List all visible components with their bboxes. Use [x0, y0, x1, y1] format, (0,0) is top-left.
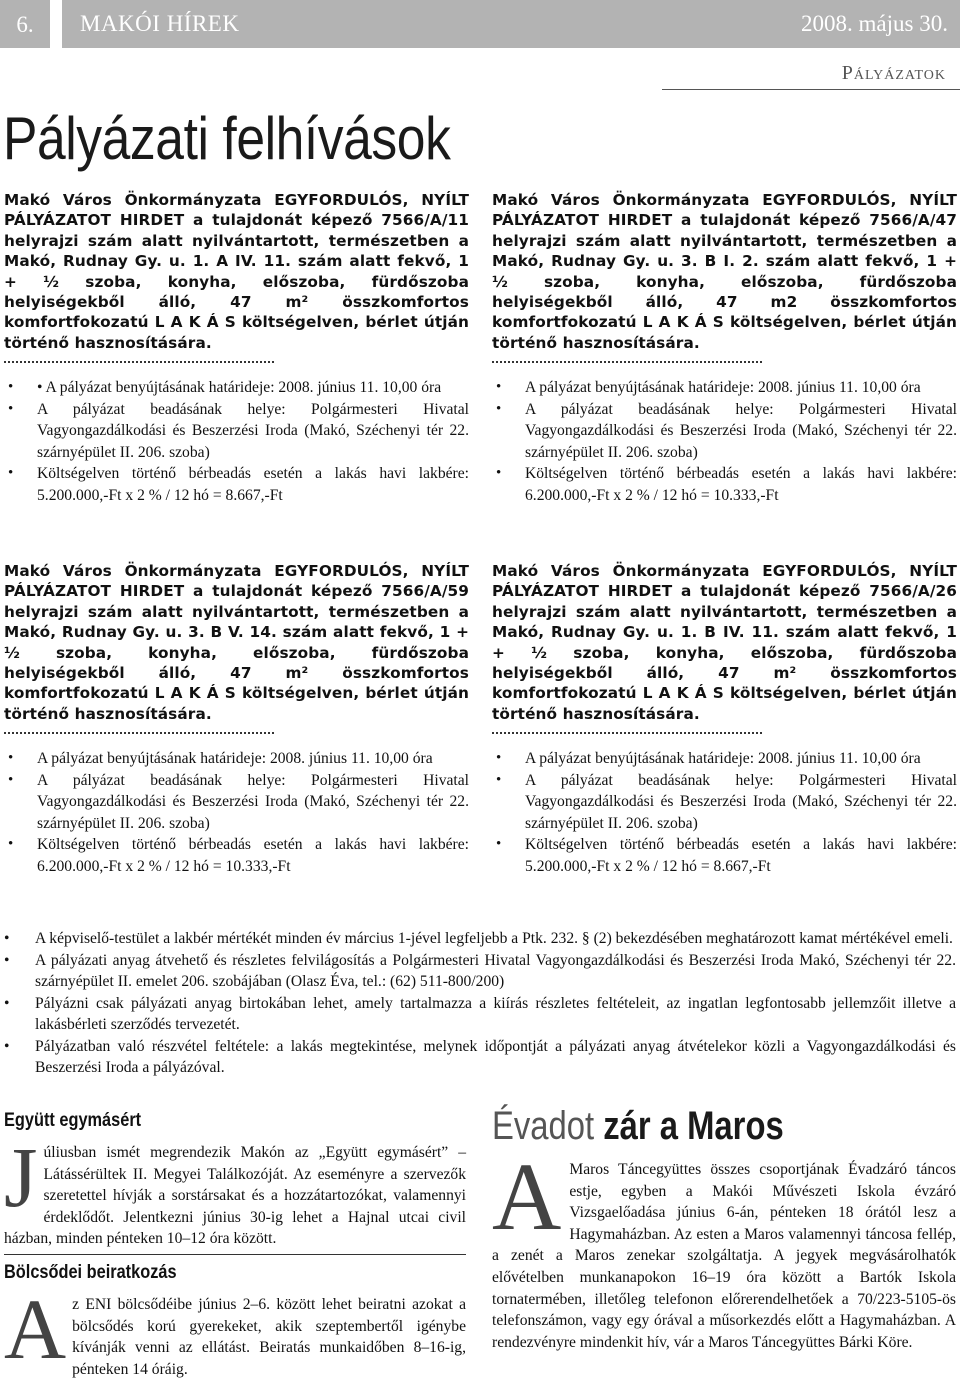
dotted-divider	[4, 732, 274, 734]
article-body	[4, 1281, 466, 1380]
publication-name: MAKÓI HÍREK	[80, 11, 240, 36]
location-item: • A pályázat beadásának helye: Polgármesteri Hivatal Vagyongazdálkodási és Beszerzési Iroda (Makó, Széchenyi tér 22. szárnyépület II. 206. szoba)	[4, 399, 469, 464]
article-title: Bölcsődei beiratkozás	[4, 1262, 177, 1283]
note-item: • A képviselő-testület a lakbér mértékét minden év március 1-jével legfeljebb a Ptk. 232. § (2) bekezdésében meghatározott kamat mértékével emeli.	[4, 928, 956, 950]
location-item: • A pályázat beadásának helye: Polgármesteri Hivatal Vagyongazdálkodási és Beszerzési Iroda (Makó, Széchenyi tér 22. szárnyépület II. 206. szoba)	[4, 770, 469, 835]
note-item: • Pályázatban való részvétel feltétele: a lakás megtekintése, melynek időpontját a pályázati anyag átvételekor közli a Vagyongazdálkodási és Beszerzési Iroda a pályázóval.	[4, 1036, 956, 1079]
notice-lead: Makó Város Önkormányzata EGYFORDULÓS, NYÍLT PÁLYÁZATOT HIRDET a tulajdonát képező 7566/A/59 helyrajzi szám alatt nyilvántartott, természetben a Makó, Rudnay Gy. u. 3. B V. 14. szám alatt fekvő, 1 + ½ szoba, konyha, előszoba, fürdőszoba helyiségekből álló, 47 m² összkomfortos komfortfokozatú L A K Á S költségelven, bérlet útján történő hasznosítására.	[4, 562, 469, 723]
page-header	[0, 0, 960, 48]
drop-cap: A	[492, 1143, 562, 1250]
article-title: Együtt egymásért	[4, 1110, 142, 1131]
deadline-item: • A pályázat benyújtásának határideje: 2008. június 11. 10,00 óra	[492, 377, 957, 399]
general-notes	[4, 928, 956, 1079]
rent-item: • Költségelven történő bérbeadás esetén a lakás havi lakbére: 5.200.000,-Ft x 2 % / 12 hó = 8.667,-Ft	[4, 463, 469, 506]
notice-details	[492, 748, 957, 877]
dotted-divider	[492, 361, 762, 363]
page-number: 6.	[0, 0, 50, 48]
section-rule	[662, 89, 960, 90]
rent-item: • Költségelven történő bérbeadás esetén a lakás havi lakbére: 6.200.000,-Ft x 2 % / 12 hó = 10.333,-Ft	[4, 834, 469, 877]
deadline-item: • A pályázat benyújtásának határideje: 2008. június 11. 10,00 óra	[492, 748, 957, 770]
article-body	[4, 1129, 466, 1250]
drop-cap: J	[4, 1129, 38, 1225]
article-body	[492, 1143, 956, 1353]
dotted-divider	[492, 732, 762, 734]
page-title: Pályázati felhívások	[3, 105, 451, 172]
article-together	[4, 1110, 466, 1255]
article-title-part1: Évadot	[492, 1104, 595, 1148]
notice-details	[4, 377, 469, 506]
notice-lead: Makó Város Önkormányzata EGYFORDULÓS, NYÍLT PÁLYÁZATOT HIRDET a tulajdonát képező 7566/A/26 helyrajzi szám alatt nyilvántartott, természetben a Makó, Rudnay Gy. u. 1. B IV. 11. szám alatt fekvő, 1 + ½ szoba, konyha, előszoba, fürdőszoba helyiségekből álló, 47 m² összkomfortos komfortfokozatú L A K Á S költségelven, bérlet útján történő hasznosítására.	[492, 562, 957, 723]
notice-block	[4, 561, 469, 877]
article-text: úliusban ismét megrendezik Makón az „Együtt egymásért” – Látássérültek II. Megyei Találkozóját. Az eseményre a szervezők szeretettel hívják a sorstársakat és a hozzátartozókat, valamennyi érdeklődőt. Jelentkezni június 30-ig lehet a Hajnal utcai civil házban, minden pénteken 10–12 óra között.	[4, 1144, 466, 1248]
header-bar	[62, 0, 960, 48]
notice-lead: Makó Város Önkormányzata EGYFORDULÓS, NYÍLT PÁLYÁZATOT HIRDET a tulajdonát képező 7566/A/11 helyrajzi szám alatt nyilvántartott, természetben a Makó, Rudnay Gy. u. 1. A IV. 11. szám alatt fekvő, 1 + ½ szoba, konyha, előszoba, fürdőszoba helyiségekből álló, 47 m² összkomfortos komfortfokozatú L A K Á S költségelven, bérlet útján történő hasznosítására.	[4, 191, 469, 352]
article-title	[492, 1104, 872, 1149]
notice-details	[4, 748, 469, 877]
article-text: Maros Táncegyüttes összes csoportjának Évadzáró táncos estje, egyben a Makói Művészeti Iskola évzáró Vizsgaelőadása június 6-án, pénteken 18 órától lesz a Hagymaházban. Az esten a Maros valamennyi táncosa fellép, a zenét a Maros zenekar szolgáltatja. A jegyek megvásárolhatók elővételben munkanapokon 16–19 óra között a Bartók Iskola tornatermében, illetőleg telefonon előrerendelhetőek a 70/223-5105-ös telefonszámon, vagy egy órával a műsorkezdés előtt a Hagymaházban. A rendezvényre mindenkit hív, vár a Maros Táncegyüttes Bárki Köre.	[492, 1161, 956, 1351]
notice-details	[492, 377, 957, 506]
article-nursery	[4, 1262, 466, 1380]
notice-lead: Makó Város Önkormányzata EGYFORDULÓS, NYÍLT PÁLYÁZATOT HIRDET a tulajdonát képező 7566/A/47 helyrajzi szám alatt nyilvántartott, természetben a Makó, Rudnay Gy. u. 3. B I. 2. szám alatt fekvő, 1 + ½ szoba, konyha, előszoba, fürdőszoba helyiségekből álló, 47 m2 összkomfortos komfortfokozatú L A K Á S költségelven, bérlet útján történő hasznosítására.	[492, 191, 957, 352]
deadline-item: • A pályázat benyújtásának határideje: 2008. június 11. 10,00 óra	[4, 748, 469, 770]
location-item: • A pályázat beadásának helye: Polgármesteri Hivatal Vagyongazdálkodási és Beszerzési Iroda (Makó, Széchenyi tér 22. szárnyépület II. 206. szoba)	[492, 770, 957, 835]
issue-date: 2008. május 30.	[801, 11, 948, 36]
notice-block	[492, 190, 957, 506]
rent-item: • Költségelven történő bérbeadás esetén a lakás havi lakbére: 5.200.000,-Ft x 2 % / 12 hó = 8.667,-Ft	[492, 834, 957, 877]
article-maros	[492, 1104, 956, 1353]
article-text: z ENI bölcsődéibe június 2–6. között lehet beiratni azokat a bölcsődés korú gyerekeket, akik szeptembertől igénybe kívánják venni az ellátást. Beiratás munkaidőben 8–16-ig, pénteken 14 óráig.	[72, 1296, 466, 1378]
article-title-part2: zár a Maros	[603, 1104, 784, 1148]
deadline-item: • • A pályázat benyújtásának határideje: 2008. június 11. 10,00 óra	[4, 377, 469, 399]
note-item: • Pályázni csak pályázati anyag birtokában lehet, amely tartalmazza a kiírás részletes feltételeit, az ingatlan legfontosabb jellemzőit illetve a lakásbérleti szerződés tervezetét.	[4, 993, 956, 1036]
rent-item: • Költségelven történő bérbeadás esetén a lakás havi lakbére: 6.200.000,-Ft x 2 % / 12 hó = 10.333,-Ft	[492, 463, 957, 506]
location-item: • A pályázat beadásának helye: Polgármesteri Hivatal Vagyongazdálkodási és Beszerzési Iroda (Makó, Széchenyi tér 22. szárnyépület II. 206. szoba)	[492, 399, 957, 464]
section-label: Pályázatok	[841, 62, 946, 84]
note-item: • A pályázati anyag átvehető és részletes felvilágosítás a Polgármesteri Hivatal Vagyongazdálkodási és Beszerzési Iroda Makó, Széchenyi tér 22. szárnyépület II. emelet 206. szobájában (Olasz Éva, tel.: (62) 511-800/200)	[4, 950, 956, 993]
notice-block	[492, 561, 957, 877]
dotted-divider	[4, 361, 274, 363]
article-divider	[4, 1254, 466, 1255]
drop-cap: A	[4, 1281, 67, 1377]
notice-block	[4, 190, 469, 506]
